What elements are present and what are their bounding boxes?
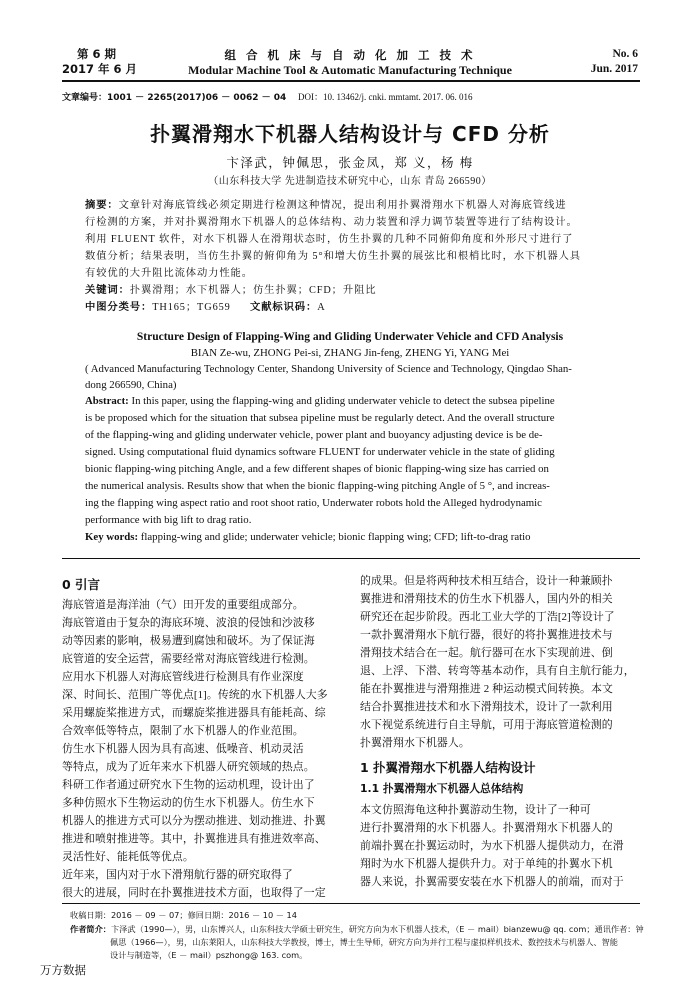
right-line-7: 能在扑翼推进与滑翔推进 2 种运动模式间转换。本文 [360, 683, 613, 695]
abstract-en-line-3: of the flapping-wing and gliding underwater vehicle, power plant and buoyancy adjusting device is be de- [85, 429, 543, 441]
doc-code-text: A [317, 302, 326, 313]
header-issue-en: No. 6 [612, 48, 638, 60]
section-1-heading: 1 扑翼滑翔水下机器人结构设计 [360, 760, 536, 775]
header-date-en: Jun. 2017 [590, 63, 638, 75]
abstract-en-line-7: ing the flapping wing aspect ratio and root shoot ratio, Underwater robots hold the Alleged hydrodynamic [85, 497, 542, 509]
journal-name-en: Modular Machine Tool & Automatic Manufacturing Technique [188, 63, 512, 77]
footnote-author-line-2: 佩思（1966—），男，山东莱阳人，山东科技大学教授，博士，博士生导师，研究方向为并行工程与虚拟样机技术、数控技术与机器人、智能 [110, 937, 618, 947]
right-line-5: 滑翔技术结合在一起。航行器可在水下实现前进、倒 [360, 647, 613, 659]
keywords-cn-label: 关键词： [85, 284, 130, 296]
footnote-dates: 收稿日期：2016 － 09 － 07；修回日期：2016 － 10 － 14 [70, 910, 297, 920]
right-line-1: 的成果。但是将两种技术相互结合，设计一种兼顾扑 [360, 575, 613, 587]
footnote-author-line-3: 设计与制造等，（E － mail）pszhong@ 163. com。 [110, 950, 308, 960]
right-line-2: 翼推进和滑翔技术的仿生水下机器人，国内外的相关 [360, 593, 613, 605]
right-line-6: 退、上浮、下潜、转弯等基本动作，具有自主航行能力， [360, 665, 635, 677]
doi: DOI：10. 13462/j. cnki. mmtamt. 2017. 06. 016 [298, 92, 473, 102]
keywords-cn [85, 281, 376, 296]
right-line-14: 翔时为水下机器人提供升力。对于单纯的扑翼水下机 [360, 858, 613, 870]
article-number [62, 90, 286, 103]
right-line-13: 前端扑翼在扑翼运动时，为水下机器人提供动力，在滑 [360, 840, 624, 852]
left-line-12: 多种仿照水下生物运动的仿生水下机器人。仿生水下 [62, 797, 315, 809]
clc-label: 中图分类号： [85, 301, 153, 313]
abstract-en-label: Abstract: [85, 395, 129, 407]
left-line-13: 机器人的推进方式可以分为摆动推进、划动推进、扑翼 [62, 815, 326, 827]
left-line-14: 推进和喷射推进等。其中，扑翼推进具有推进效率高、 [62, 833, 326, 845]
left-line-17: 很大的进展，同时在扑翼推进技术方面，也取得了一定 [62, 887, 326, 899]
clc-number [85, 298, 231, 313]
keywords-en-text: flapping-wing and glide; underwater vehicle; bionic flapping wing; CFD; lift-to-drag ratio [138, 531, 531, 543]
right-line-11: 本文仿照海龟这种扑翼游动生物，设计了一种可 [360, 804, 591, 816]
abstract-en-line-5: bionic flapping-wing pitching Angle, and a few different shapes of bionic flapping-wing size has carried on [85, 463, 549, 475]
left-line-5: 应用水下机器人对海底管线进行检测具有作业深度 [62, 671, 304, 683]
left-line-10: 等特点，成为了近年来水下机器人研究领域的热点。 [62, 761, 315, 773]
paper-title-en: Structure Design of Flapping-Wing and Gliding Underwater Vehicle and CFD Analysis [136, 331, 564, 343]
watermark-wanfang: 万方数据 [40, 963, 86, 977]
right-line-3: 研究还在起步阶段。西北工业大学的丁浩[2]等设计了 [360, 611, 615, 623]
right-line-15: 器人来说，扑翼需要安装在水下机器人的前端，而对于 [360, 876, 624, 888]
keywords-cn-text: 扑翼滑翔；水下机器人；仿生扑翼；CFD；升阻比 [129, 285, 377, 296]
paper-title-cn: 扑翼滑翔水下机器人结构设计与 CFD 分析 [150, 122, 550, 146]
affiliation-en-line-2: dong 266590, China) [85, 379, 177, 391]
right-line-12: 进行扑翼滑翔的水下机器人。扑翼滑翔水下机器人的 [360, 822, 613, 834]
abstract-cn-line-4: 数值分析；结果表明，当仿生扑翼的俯仰角为 5°和增大仿生扑翼的展弦比和根梢比时，水下机器人具 [85, 251, 582, 262]
abstract-cn-line-1: 摘要：文章针对海底管线必须定期进行检测这种情况，提出利用扑翼滑翔水下机器人对海底管线进 [85, 199, 567, 211]
left-line-4: 底管道的安全运营，需要经常对海底管线进行检测。 [62, 653, 315, 665]
clc-text: TH165；TG659 [152, 302, 231, 313]
header-rule [62, 80, 640, 82]
abstract-divider [62, 558, 640, 559]
footnote-author-label: 作者简介： [70, 924, 111, 934]
header-date-cn: 2017 年 6 月 [62, 62, 138, 76]
header-right [591, 47, 638, 77]
section-1-1-heading: 1.1 扑翼滑翔水下机器人总体结构 [360, 782, 524, 795]
header-issue-cn: 第 6 期 [77, 47, 117, 61]
authors-cn: 卞泽武，钟佩思，张金凤，郑 义，杨 梅 [226, 156, 474, 170]
abstract-en-line-1: Abstract: In this paper, using the flapping-wing and gliding underwater vehicle to detect the subsea pipeline [85, 395, 555, 407]
abstract-en-line-4: signed. Using computational fluid dynamics software FLUENT for underwater vehicle in the state of gliding [85, 446, 555, 458]
affiliation-cn: （山东科技大学 先进制造技术研究中心，山东 青岛 266590） [208, 176, 492, 187]
abstract-en-line-8: performance with big lift to drag ratio. [85, 514, 252, 526]
left-line-11: 科研工作者通过研究水下生物的运动机理，设计出了 [62, 779, 315, 791]
affiliation-en-line-1: ( Advanced Manufacturing Technology Center, Shandong University of Science and Technology, Qingdao Shan- [85, 363, 572, 375]
footnote-author-line-1: 作者简介：卞泽武（1990—），男，山东博兴人，山东科技大学硕士研究生，研究方向为水下机器人技术，（E － mail）bianzewu@ qq. com；通讯作者：钟 [70, 924, 644, 934]
left-line-15: 灵活性好、能耗低等优点。 [62, 851, 194, 863]
doc-code [250, 298, 326, 313]
keywords-en-label: Key words: [85, 531, 139, 543]
left-line-9: 仿生水下机器人因为具有高速、低噪音、机动灵活 [62, 743, 304, 755]
footnote-rule [62, 903, 640, 904]
section-0-heading: 0 引言 [62, 577, 101, 592]
right-line-10: 扑翼滑翔水下机器人。 [360, 737, 470, 749]
left-line-7: 采用螺旋桨推进方式，而螺旋桨推进器具有能耗高、综 [62, 707, 326, 719]
doc-code-label: 文献标识码： [250, 301, 318, 313]
abstract-cn-line-2: 行检测的方案，并对扑翼滑翔水下机器人的总体结构、动力装置和浮力调节装置等进行了结构设计。 [85, 217, 578, 228]
left-line-1: 海底管道是海洋油（气）田开发的重要组成部分。 [62, 599, 304, 611]
right-line-4: 一款扑翼滑翔水下航行器，很好的将扑翼推进技术与 [360, 629, 613, 641]
abstract-en-line-2: is be proposed which for the situation that subsea pipeline must be regularly detect. And the overall structure [85, 412, 555, 424]
journal-name-cn: 组 合 机 床 与 自 动 化 加 工 技 术 [224, 48, 476, 62]
left-line-16: 近年来，国内对于水下滑翔航行器的研究取得了 [62, 869, 293, 881]
right-line-8: 结合扑翼推进技术和水下滑翔技术，设计了一款利用 [360, 701, 613, 713]
article-number-text: 文章编号：1001 － 2265(2017)06 － 0062 － 04 [62, 93, 287, 103]
abstract-cn-label: 摘要： [85, 199, 119, 211]
authors-en: BIAN Ze-wu, ZHONG Pei-si, ZHANG Jin-feng, ZHENG Yi, YANG Mei [190, 347, 510, 359]
left-line-8: 合效率低等特点，限制了水下机器人的作业范围。 [62, 725, 304, 737]
left-line-3: 动等因素的影响，极易遭到腐蚀和破坏。为了保证海 [62, 635, 315, 647]
right-line-9: 水下视觉系统进行自主导航，可用于海底管道检测的 [360, 719, 613, 731]
keywords-en [85, 531, 531, 543]
header-center [160, 47, 540, 78]
abstract-cn-line-3: 利用 FLUENT 软件，对水下机器人在滑翔状态时，仿生扑翼的几种不同俯仰角度和外形尺寸进行了 [85, 234, 574, 245]
header-left [62, 47, 137, 77]
left-line-6: 深、时间长、范围广等优点[1]。传统的水下机器人大多 [62, 689, 328, 701]
left-line-2: 海底管道由于复杂的海底环境、波浪的侵蚀和沙波移 [62, 617, 315, 629]
abstract-cn-line-5: 有较优的大升阻比流体动力性能。 [85, 268, 253, 279]
abstract-en-line-6: the numerical analysis. Results show that when the bionic flapping-wing pitching Angle of 5 °, and increas- [85, 480, 550, 492]
